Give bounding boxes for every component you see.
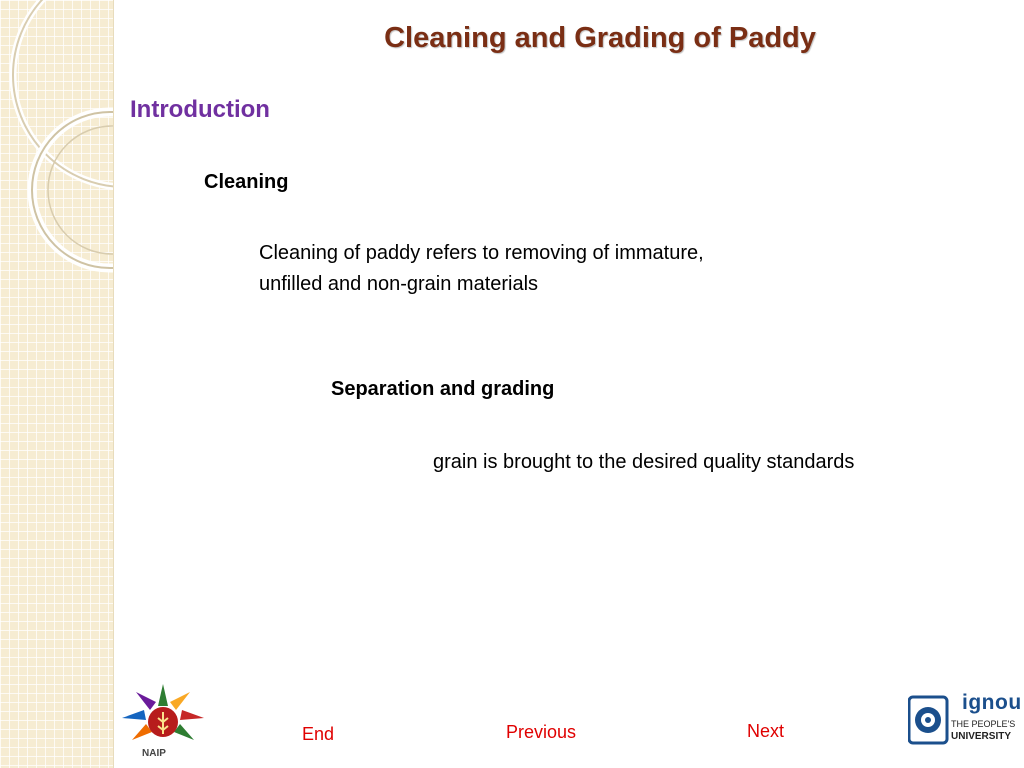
ignou-emblem-icon	[908, 695, 952, 747]
ignou-tagline-1: THE PEOPLE'S	[951, 719, 1016, 729]
previous-link[interactable]: Previous	[506, 722, 577, 742]
next-link[interactable]: Next	[747, 721, 785, 741]
end-link[interactable]: End	[302, 724, 335, 744]
slide-title: Cleaning and Grading of Paddy	[384, 22, 816, 54]
slide-subtitle: Introduction	[130, 96, 270, 123]
section-text-cleaning: Cleaning of paddy refers to removing of immature, unfilled and non-grain materials	[259, 242, 704, 295]
section-heading-separation: Separation and grading	[331, 378, 555, 400]
ignou-tagline-2: UNIVERSITY	[951, 731, 1012, 742]
section-heading-cleaning: Cleaning	[204, 171, 289, 193]
decorative-circles	[0, 0, 113, 768]
decorative-side-strip	[0, 0, 114, 768]
naip-logo-label: NAIP	[142, 748, 166, 759]
naip-logo	[118, 682, 208, 767]
section-text-separation: grain is brought to the desired quality standards	[433, 451, 855, 473]
ignou-brand: ignou	[962, 691, 1022, 714]
ignou-logo	[908, 691, 1022, 749]
